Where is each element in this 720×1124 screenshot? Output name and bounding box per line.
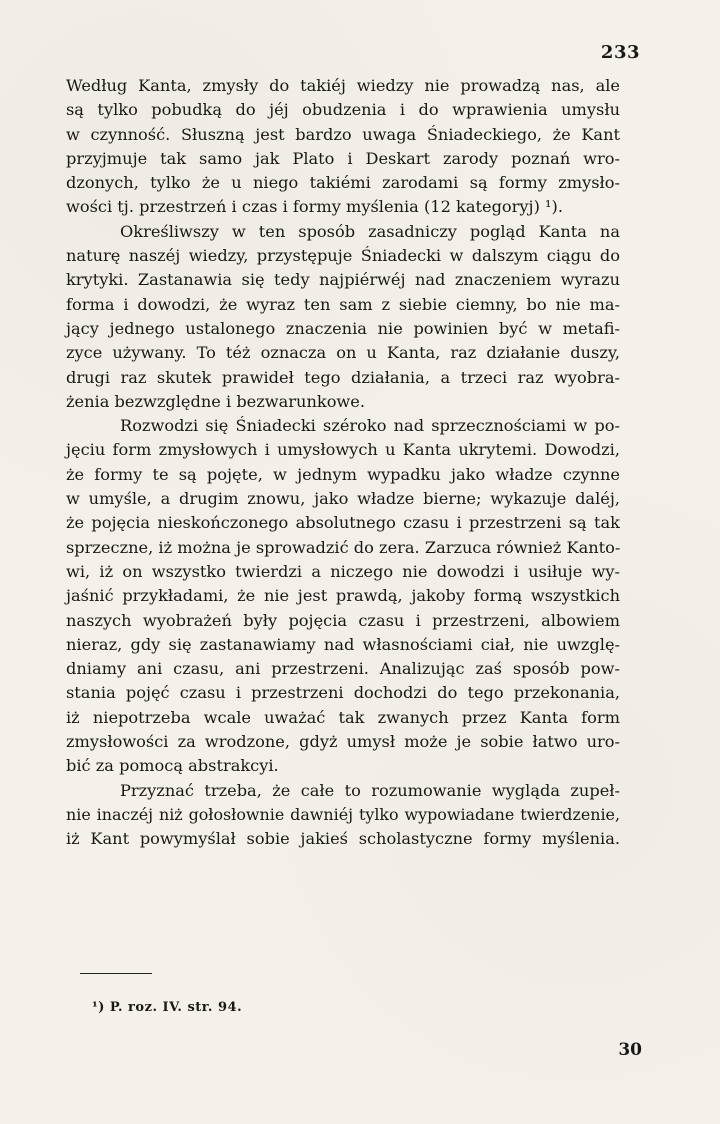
text-line: są tylko pobudką do jéj obudzenia i do wprawienia umysłu: [66, 100, 620, 120]
text-line: jaśnić przykładami, że nie jest prawdą, jakoby formą wszystkich: [66, 586, 620, 606]
text-line: Według Kanta, zmysły do takiéj wiedzy nie prowadzą nas, ale: [66, 76, 620, 95]
text-line: nie inaczéj niż gołosłownie dawniéj tylko wypowiadane twierdzenie,: [66, 804, 620, 824]
text-line: nieraz, gdy się zastanawiamy nad własnościami ciał, nie uwzglę-: [66, 634, 620, 654]
signature-mark: 30: [618, 1040, 642, 1060]
text-line: iż Kant powymyślał sobie jakieś scholastyczne formy myślenia.: [66, 829, 620, 849]
text-line: jęciu form zmysłowych i umysłowych u Kanta ukrytemi. Dowodzi,: [66, 440, 620, 460]
text-line: w umyśle, a drugim znowu, jako władze bierne; wykazuje daléj,: [66, 489, 620, 509]
text-line: forma i dowodzi, że wyraz ten sam z siebie ciemny, bo nie ma-: [66, 294, 620, 314]
text-line: że pojęcia nieskończonego absolutnego czasu i przestrzeni są tak: [66, 513, 620, 533]
text-line: stania pojęć czasu i przestrzeni dochodzi do tego przekonania,: [66, 683, 620, 703]
text-line: bić za pomocą abstrakcyi.: [66, 756, 279, 776]
text-line: jący jednego ustalonego znaczenia nie powinien być w metafi-: [66, 318, 620, 338]
text-line: wi, iż on wszystko twierdzi a niczego nie dowodzi i usiłuje wy-: [66, 561, 620, 581]
text-line: zyce używany. To téż oznacza on u Kanta, raz działanie duszy,: [66, 343, 620, 363]
text-line: dniamy ani czasu, ani przestrzeni. Analizując zaś sposób pow-: [66, 659, 620, 679]
text-line: Określiwszy w ten sposób zasadniczy pogląd Kanta na: [120, 221, 620, 241]
text-line: w czynność. Słuszną jest bardzo uwaga Śniadeckiego, że Kant: [66, 124, 620, 144]
text-line: krytyki. Zastanawia się tedy najpiérwéj nad znaczeniem wyrazu: [66, 270, 620, 290]
text-line: naszych wyobrażeń były pojęcia czasu i przestrzeni, albowiem: [66, 610, 620, 630]
footnote-rule: [80, 973, 152, 974]
text-line: sprzeczne, iż można je sprowadzić do zera. Zarzuca również Kanto-: [66, 537, 621, 557]
text-line: przyjmuje tak samo jak Plato i Deskart zarody poznań wro-: [66, 148, 620, 168]
text-line: wości tj. przestrzeń i czas i formy myślenia (12 kategoryj) ¹).: [66, 197, 563, 217]
text-line: zmysłowości za wrodzone, gdyż umysł może je sobie łatwo uro-: [66, 732, 620, 752]
text-line: drugi raz skutek prawideł tego działania, a trzeci raz wyobra-: [66, 367, 620, 387]
text-line: dzonych, tylko że u niego takiémi zarodami są formy zmysło-: [66, 173, 620, 193]
text-line: Przyznać trzeba, że całe to rozumowanie wygląda zupeł-: [120, 780, 620, 800]
text-line: żenia bezwzględne i bezwarunkowe.: [66, 391, 366, 411]
text-line: że formy te są pojęte, w jednym wypadku jako władze czynne: [66, 464, 620, 484]
text-line: Rozwodzi się Śniadecki széroko nad sprzecznościami w po-: [120, 416, 620, 436]
body-text: [66, 74, 620, 852]
text-line: naturę naszéj wiedzy, przystępuje Śniadecki w dalszym ciągu do: [66, 246, 620, 266]
page-number: 233: [600, 42, 640, 63]
text-line: iż niepotrzeba wcale uważać tak zwanych przez Kanta form: [66, 707, 620, 727]
footnote: ¹) P. roz. IV. str. 94.: [92, 1000, 243, 1015]
